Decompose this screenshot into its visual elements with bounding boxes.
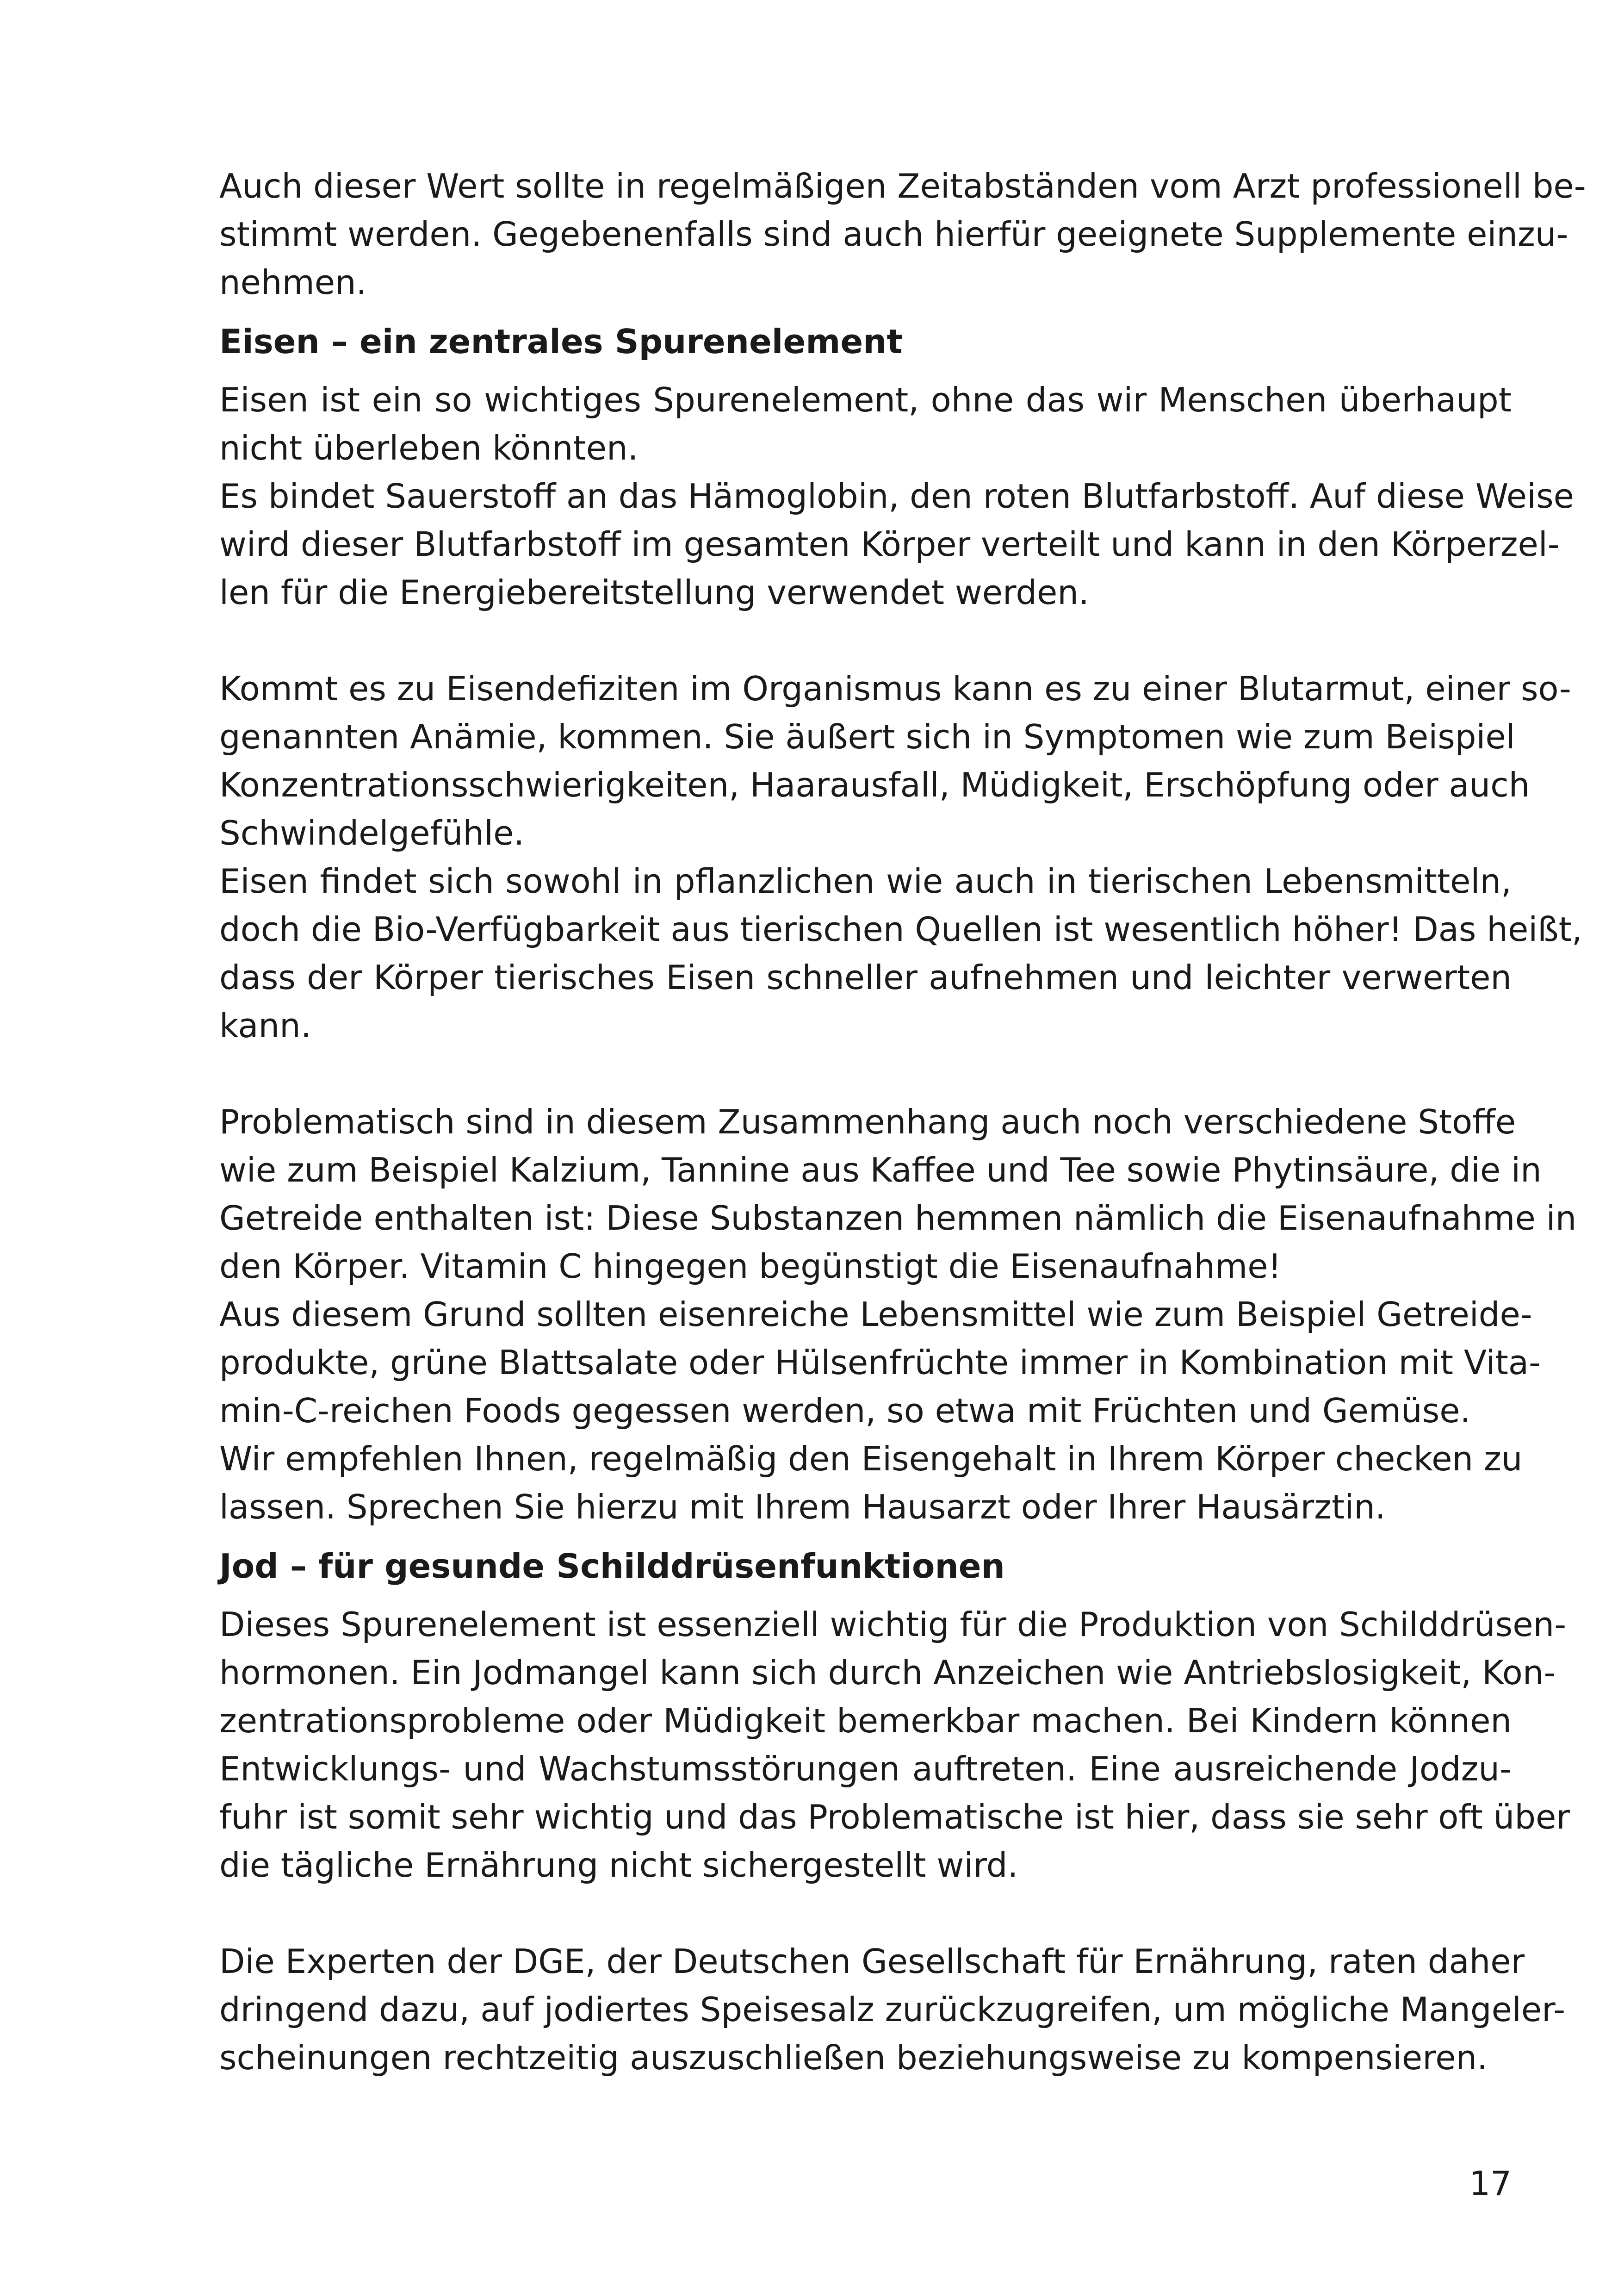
text-line: Auch dieser Wert sollte in regelmäßigen Zeitabständen vom Arzt professionell be-	[219, 167, 1586, 205]
paragraph-1	[219, 162, 1586, 306]
text-line: fuhr ist somit sehr wichtig und das Problematische ist hier, dass sie sehr oft über	[219, 1798, 1570, 1836]
paragraph-2	[219, 376, 1574, 616]
paragraph-gap	[219, 1050, 1512, 1098]
text-line: wird dieser Blutfarbstoff im gesamten Körper verteilt und kann in den Körperzel-	[219, 525, 1560, 564]
text-line: wie zum Beispiel Kalzium, Tannine aus Kaffee und Tee sowie Phytinsäure, die in	[219, 1151, 1542, 1189]
page-body	[219, 162, 1586, 2082]
text-line: produkte, grüne Blattsalate oder Hülsenfrüchte immer in Kombination mit Vita-	[219, 1343, 1541, 1382]
text-line: den Körper. Vitamin C hingegen begünstigt die Eisenaufnahme!	[219, 1247, 1282, 1286]
text-line: kann.	[219, 1006, 311, 1045]
text-line: Getreide enthalten ist: Diese Substanzen hemmen nämlich die Eisenaufnahme in	[219, 1199, 1577, 1238]
text-line: hormonen. Ein Jodmangel kann sich durch Anzeichen wie Antriebslosigkeit, Kon-	[219, 1653, 1556, 1692]
paragraph-5	[219, 1600, 1570, 1889]
text-line: Schwindelgefühle.	[219, 814, 525, 852]
text-line: Eisen findet sich sowohl in pflanzlichen wie auch in tierischen Lebensmitteln,	[219, 862, 1512, 901]
text-line: dringend dazu, auf jodiertes Speisesalz zurückzugreifen, um mögliche Mangeler-	[219, 1990, 1566, 2029]
paragraph-4	[219, 1098, 1577, 1531]
paragraph-3	[219, 665, 1582, 1050]
text-line: Es bindet Sauerstoff an das Hämoglobin, den roten Blutfarbstoff. Auf diese Weise	[219, 477, 1574, 516]
text-line: Aus diesem Grund sollten eisenreiche Lebensmittel wie zum Beispiel Getreide-	[219, 1295, 1532, 1334]
text-line: zentrationsprobleme oder Müdigkeit bemerkbar machen. Bei Kindern können	[219, 1701, 1512, 1740]
text-line: Kommt es zu Eisendefiziten im Organismus kann es zu einer Blutarmut, einer so-	[219, 669, 1571, 708]
section-heading-jod: Jod – für gesunde Schilddrüsenfunktionen	[219, 1547, 1005, 1586]
text-line: dass der Körper tierisches Eisen schneller aufnehmen und leichter verwerten	[219, 958, 1512, 997]
text-line: nicht überleben könnten.	[219, 429, 639, 467]
text-line: stimmt werden. Gegebenenfalls sind auch hierfür geeignete Supplemente einzu-	[219, 215, 1568, 254]
text-line: min-C-reichen Foods gegessen werden, so etwa mit Früchten und Gemüse.	[219, 1391, 1471, 1430]
paragraph-6	[219, 1937, 1566, 2082]
text-line: Konzentrationsschwierigkeiten, Haarausfall, Müdigkeit, Erschöpfung oder auch	[219, 765, 1530, 804]
text-line: lassen. Sprechen Sie hierzu mit Ihrem Hausarzt oder Ihrer Hausärztin.	[219, 1487, 1386, 1526]
section-heading-eisen: Eisen – ein zentrales Spurenelement	[219, 322, 903, 361]
text-line: Entwicklungs- und Wachstumsstörungen auftreten. Eine ausreichende Jodzu-	[219, 1749, 1512, 1788]
text-line: Eisen ist ein so wichtiges Spurenelement, ohne das wir Menschen überhaupt	[219, 380, 1512, 419]
text-line: nehmen.	[219, 263, 367, 302]
paragraph-gap	[219, 1889, 1512, 1937]
text-line: die tägliche Ernährung nicht sichergestellt wird.	[219, 1846, 1018, 1885]
text-line: doch die Bio-Verfügbarkeit aus tierischen Quellen ist wesentlich höher! Das heißt,	[219, 910, 1582, 949]
text-line: Problematisch sind in diesem Zusammenhang auch noch verschiedene Stoffe	[219, 1102, 1516, 1141]
text-line: scheinungen rechtzeitig auszuschließen beziehungsweise zu kompensieren.	[219, 2038, 1488, 2077]
page-number: 17	[1469, 2164, 1512, 2203]
text-line: Die Experten der DGE, der Deutschen Gesellschaft für Ernährung, raten daher	[219, 1942, 1525, 1981]
paragraph-gap	[219, 616, 1512, 665]
text-line: Dieses Spurenelement ist essenziell wichtig für die Produktion von Schilddrüsen-	[219, 1605, 1567, 1644]
text-line: genannten Anämie, kommen. Sie äußert sich in Symptomen wie zum Beispiel	[219, 717, 1515, 756]
text-line: Wir empfehlen Ihnen, regelmäßig den Eisengehalt in Ihrem Körper checken zu	[219, 1439, 1523, 1478]
text-line: len für die Energiebereitstellung verwendet werden.	[219, 573, 1089, 612]
